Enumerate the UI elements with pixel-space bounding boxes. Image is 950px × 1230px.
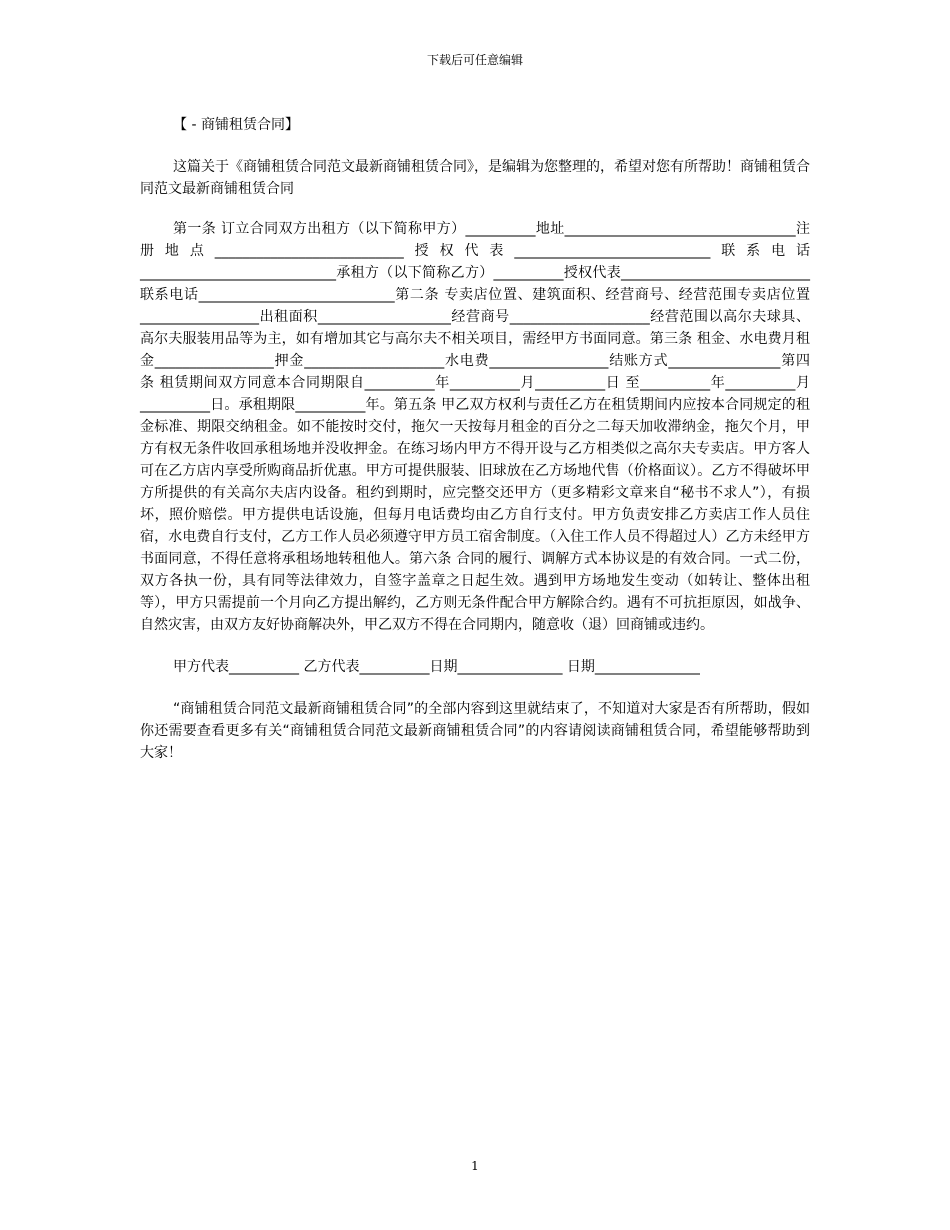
document-body (140, 114, 810, 764)
closing-paragraph: “商铺租赁合同范文最新商铺租赁合同”的全部内容到这里就结束了，不知道对大家是否有所帮助，假如你还需要查看更多有关“商铺租赁合同范文最新商铺租赁合同”的内容请阅读商铺租赁合同，希望能够帮助到大家！ (140, 701, 810, 761)
page-header-note: 下载后可任意编辑 (426, 53, 523, 67)
signature-line: 甲方代表__________ 乙方代表__________日期_______________ 日期_______________ (173, 659, 700, 675)
intro-paragraph: 这篇关于《商铺租赁合同范文最新商铺租赁合同》，是编辑为您整理的，希望对您有所帮助！商铺租赁合同范文最新商铺租赁合同 (140, 159, 810, 197)
page-number: 1 (471, 1159, 479, 1173)
document-title: 【 - 商铺租赁合同】 (173, 117, 299, 133)
contract-body-paragraph: 第一条 订立合同双方出租方（以下简称甲方）__________地址_________________________________注册地点___________________________授权代表____________________________联系电话____________________________承租方（以下简称乙方）__________授权代表___________________________联系电话____________________________第二条 专卖店位置、建筑面积、经营商号、经营范围专卖店位置_________________出租面积___________________经营商号____________________经营范围以高尔夫球具、高尔夫服装用品等为主，如有增加其它与高尔夫不相关项目，需经甲方书面同意。第三条 租金、水电费月租金_________________押金____________________水电费_________________结账方式________________第四条 租赁期间双方同意本合同期限自__________年__________月__________日 至__________年__________月__________日。承租期限__________年。第五条 甲乙双方权利与责任乙方在租赁期间内应按本合同规定的租金标准、期限交纳租金。如不能按时交付，拖欠一天按每月租金的百分之二每天加收滞纳金，拖欠个月，甲方有权无条件收回承租场地并没收押金。在练习场内甲方不得开设与乙方相类似之高尔夫专卖店。甲方客人可在乙方店内享受所购商品折优惠。甲方可提供服装、旧球放在乙方场地代售（价格面议）。乙方不得破坏甲方所提供的有关高尔夫店内设备。租约到期时，应完整交还甲方（更多精彩文章来自“秘书不求人”），有损坏，照价赔偿。甲方提供电话设施，但每月电话费均由乙方自行支付。甲方负责安排乙方卖店工作人员住宿，水电费自行支付，乙方工作人员必须遵守甲方员工宿舍制度。（入住工作人员不得超过人）乙方未经甲方书面同意，不得任意将承租场地转租他人。第六条 合同的履行、调解方式本协议是的有效合同。一式二份，双方各执一份，具有同等法律效力，自签字盖章之日起生效。遇到甲方场地发生变动（如转让、整体出租等），甲方只需提前一个月向乙方提出解约，乙方则无条件配合甲方解除合约。遇有不可抗拒原因，如战争、自然灾害，由双方友好协商解决外，甲乙双方不得在合同期内，随意收（退）回商铺或违约。 (140, 221, 810, 633)
